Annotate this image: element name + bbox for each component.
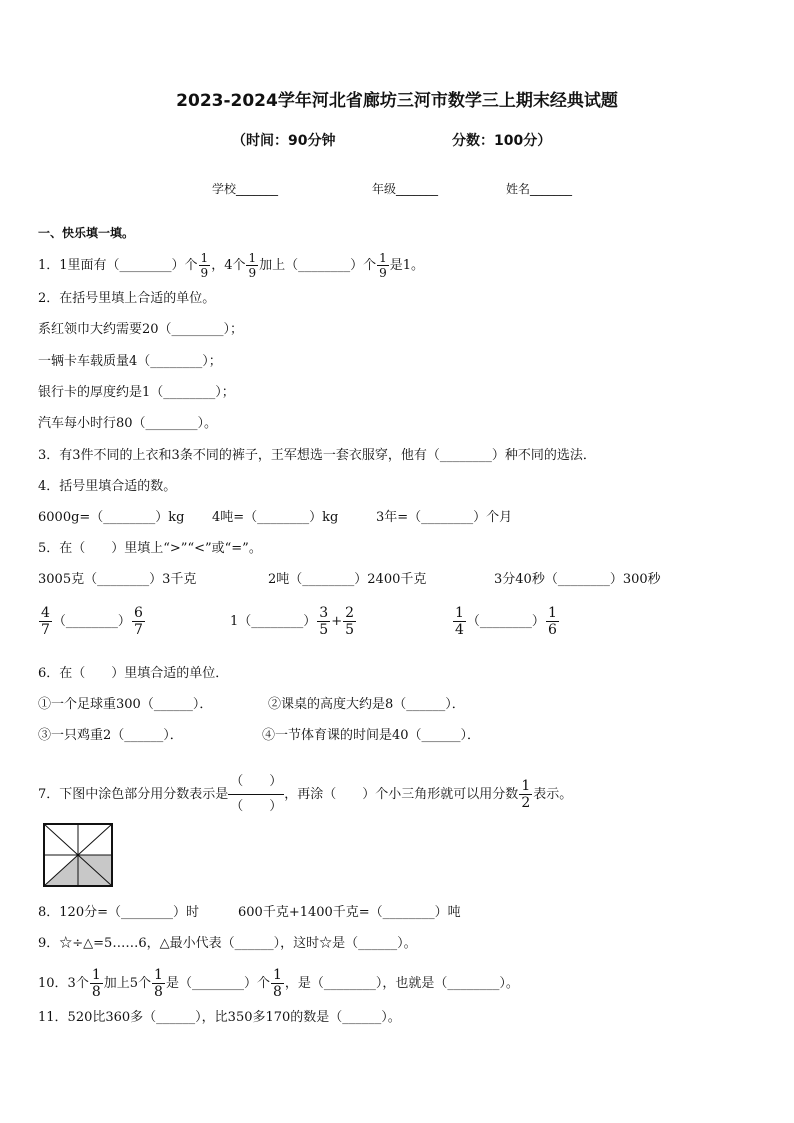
question-8: 8．120分=（________）时 [38, 905, 199, 920]
numerator: 1 [547, 605, 557, 621]
q5-item: 3分40秒（________）300秒 [494, 572, 661, 587]
q6-item: ①一个足球重300（______）． [38, 697, 213, 712]
question-9: 9．☆÷△=5……6，△最小代表（______），这时☆是（______）。 [38, 936, 417, 951]
numerator: 1 [272, 967, 282, 983]
denominator: 7 [133, 622, 143, 638]
time-label: （时间：90分钟 [232, 133, 336, 149]
q2-item: 系红领巾大约需要20（________）； [38, 322, 244, 337]
numerator: 1 [91, 967, 101, 983]
q2-item: 银行卡的厚度约是1（________）； [38, 385, 235, 400]
denominator: 8 [272, 984, 282, 1000]
question-5: 5．在（ ）里填上“>”“<”或“=”。 [38, 541, 262, 556]
name-field[interactable]: 姓名_______ [506, 182, 573, 196]
question-2: 2．在括号里填上合适的单位。 [38, 291, 216, 306]
fraction [90, 968, 103, 999]
fraction [343, 606, 356, 637]
denominator: 5 [345, 622, 355, 638]
fraction [453, 606, 466, 637]
denominator: 4 [455, 622, 464, 638]
denominator: 9 [248, 266, 257, 280]
fraction [132, 606, 145, 637]
compare-blank[interactable]: （________） [466, 614, 545, 629]
q4-item: 6000g=（________）kg [38, 510, 185, 525]
fraction [199, 252, 211, 279]
denominator: 8 [154, 984, 163, 1000]
q5-fraction-row-a [38, 606, 146, 637]
numerator: 1 [521, 778, 531, 794]
q5-fraction-row-b [230, 606, 357, 637]
denominator: 7 [41, 622, 50, 638]
fraction [519, 779, 532, 810]
fraction [546, 606, 559, 637]
numerator: 1 [248, 251, 257, 265]
fraction [271, 968, 284, 999]
numerator: 4 [41, 605, 50, 621]
q6-item: ②课桌的高度大约是8（______）． [268, 697, 465, 712]
q7-text-c: 表示。 [533, 787, 573, 802]
q6-item: ④一节体育课的时间是40（______）． [262, 728, 481, 743]
school-field[interactable]: 学校_______ [212, 182, 279, 196]
question-3: 3．有3件不同的上衣和3条不同的裤子，王军想选一套衣服穿，他有（________）种不同的选法． [38, 448, 596, 463]
denominator: 6 [547, 622, 557, 638]
fraction [317, 606, 330, 637]
question-11: 11．520比360多（______），比350多170的数是（______）。 [38, 1010, 401, 1025]
q10-text-d: ，是（________），也就是（________）。 [284, 976, 519, 991]
q5-item: 2吨（________）2400千克 [268, 572, 427, 587]
denominator: 9 [379, 266, 387, 280]
fraction [39, 606, 52, 637]
q4-item: 3年=（________）个月 [376, 510, 513, 525]
q5-fraction-row-c [452, 606, 560, 637]
numerator: 2 [345, 605, 355, 621]
q4-item: 4吨=（________）kg [212, 510, 339, 525]
q1-text-c: 加上（________）个 [259, 258, 377, 273]
compare-blank[interactable]: （________） [238, 614, 317, 629]
blank-fraction[interactable] [228, 772, 284, 817]
fraction [246, 252, 258, 279]
numerator: 1 [154, 967, 163, 983]
denominator: 2 [521, 795, 531, 811]
q10-text-a: 10．3个 [38, 976, 89, 991]
numerator: 1 [200, 251, 209, 265]
numerator: 1 [379, 251, 387, 265]
q1-text-b: ，4个 [211, 258, 246, 273]
question-4: 4．括号里填合适的数。 [38, 479, 177, 494]
denominator: （ ） [230, 799, 283, 814]
q6-item: ③一只鸡重2（______）． [38, 728, 183, 743]
q10-text-b: 加上5个 [103, 976, 152, 991]
q5-item: 3005克（________）3千克 [38, 572, 197, 587]
question-7 [38, 772, 572, 817]
numerator: 1 [455, 605, 464, 621]
question-6: 6．在（ ）里填合适的单位． [38, 666, 229, 681]
section-heading: 一、快乐填一填。 [38, 226, 135, 240]
numerator: 6 [133, 605, 143, 621]
q2-item: 汽车每小时行80（________）。 [38, 416, 218, 431]
numerator: （ ） [228, 772, 284, 795]
fraction [377, 252, 389, 279]
question-1 [38, 252, 424, 279]
q8-item: 600千克+1400千克=（________）吨 [238, 905, 461, 920]
denominator: 8 [91, 984, 101, 1000]
number: 1 [230, 614, 239, 629]
grade-field[interactable]: 年级_______ [372, 182, 439, 196]
fraction [152, 968, 165, 999]
compare-blank[interactable]: （________） [52, 614, 131, 629]
plus-sign: + [331, 614, 343, 629]
q1-text-a: 1．1里面有（________）个 [38, 258, 198, 273]
denominator: 9 [200, 266, 209, 280]
q1-text-d: 是1。 [389, 258, 425, 273]
page-title: 2023-2024学年河北省廊坊三河市数学三上期末经典试题 [176, 91, 618, 111]
score-label: 分数：100分） [452, 133, 552, 149]
q10-text-c: 是（________）个 [165, 976, 270, 991]
question-10 [38, 968, 519, 999]
q7-text-a: 7．下图中涂色部分用分数表示是 [38, 787, 229, 802]
numerator: 3 [319, 605, 329, 621]
denominator: 5 [319, 622, 329, 638]
q7-text-b: ，再涂（ ）个小三角形就可以用分数 [284, 787, 519, 802]
shaded-square-figure [43, 823, 113, 887]
q2-item: 一辆卡车载质量4（________）； [38, 354, 222, 369]
